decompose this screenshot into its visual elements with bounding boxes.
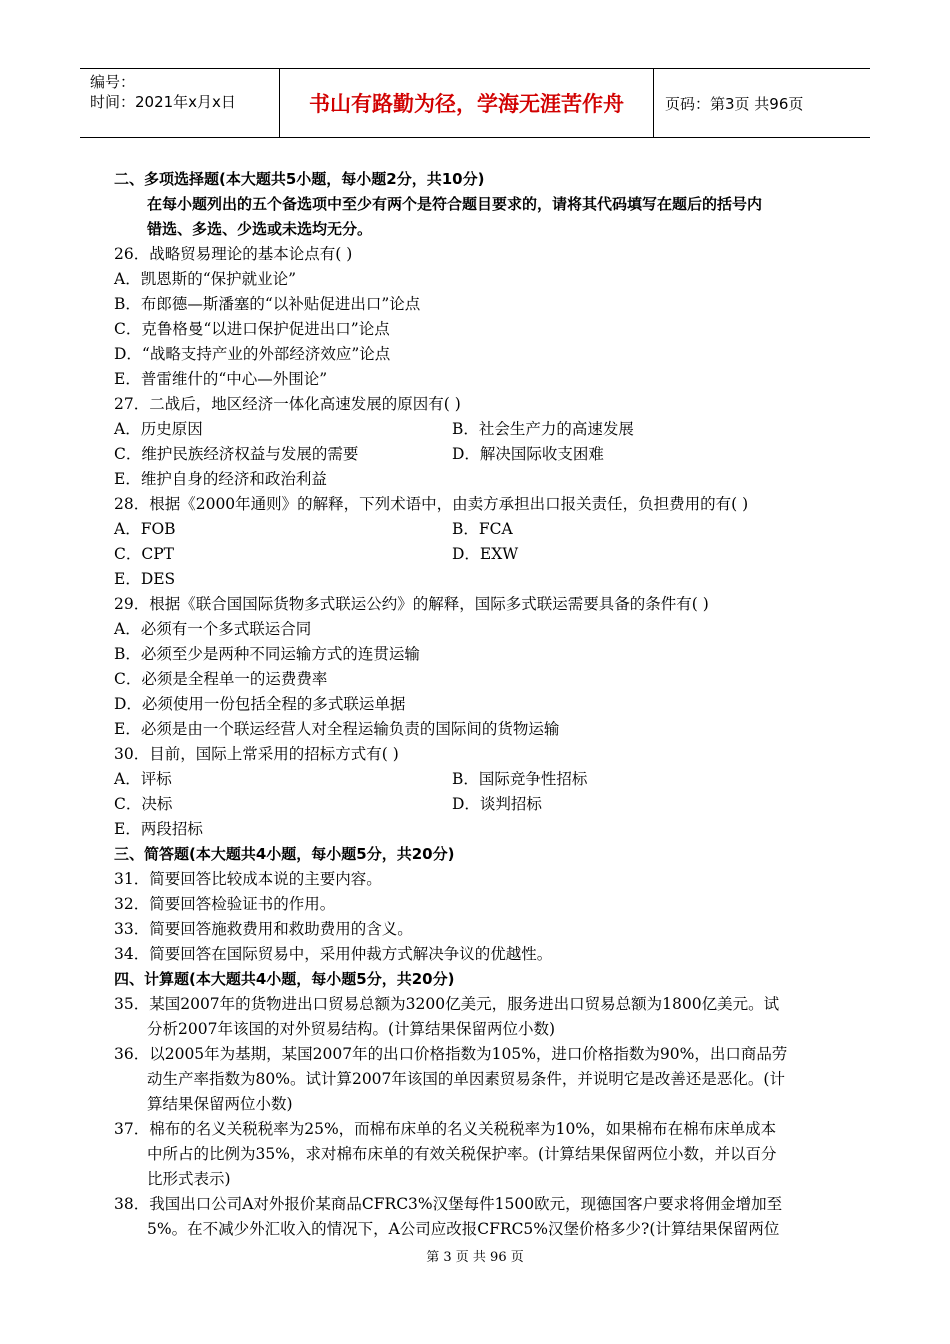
line-text: 37．棉布的名义关税税率为25%，而棉布床单的名义关税税率为10%，如果棉布在棉布床单成本 — [114, 1120, 777, 1138]
line-text: C．决标 — [114, 795, 173, 813]
line-option-right: D．谈判招标 — [452, 795, 542, 813]
text-line — [114, 392, 842, 417]
line-option-right: D．解决国际收支困难 — [452, 445, 604, 463]
line-text: 30．目前，国际上常采用的招标方式有( ) — [114, 745, 399, 763]
line-text: A．FOB — [114, 520, 176, 538]
text-line — [114, 417, 842, 442]
page-info: 页码：第3页 共96页 — [665, 94, 804, 113]
time-label: 时间：2021年x月x日 — [90, 93, 236, 111]
number-label: 编号： — [90, 73, 136, 91]
line-text: E．DES — [114, 570, 176, 588]
line-text: A．评标 — [114, 770, 172, 788]
line-text: 26．战略贸易理论的基本论点有( ) — [114, 245, 353, 263]
line-option-right: B．国际竞争性招标 — [452, 770, 588, 788]
line-option-right: D．EXW — [452, 545, 519, 563]
text-line — [114, 367, 842, 392]
line-text: 四、计算题(本大题共4小题，每小题5分，共20分) — [114, 970, 455, 988]
text-line — [114, 642, 842, 667]
line-text: 中所占的比例为35%，求对棉布床单的有效关税保护率。(计算结果保留两位小数，并以百分 — [147, 1145, 777, 1163]
line-text: 算结果保留两位小数) — [147, 1095, 293, 1113]
line-text: 31．简要回答比较成本说的主要内容。 — [114, 870, 382, 888]
line-text: E．普雷维什的“中心—外围论” — [114, 370, 328, 388]
line-text: 28．根据《2000年通则》的解释，下列术语中，由卖方承担出口报关责任，负担费用的有( ) — [114, 495, 749, 513]
line-option-right: B．FCA — [452, 520, 513, 538]
text-line — [114, 617, 842, 642]
line-text: B．必须至少是两种不同运输方式的连贯运输 — [114, 645, 420, 663]
line-text: 33．简要回答施救费用和救助费用的含义。 — [114, 920, 413, 938]
line-text: 35．某国2007年的货物进出口贸易总额为3200亿美元，服务进出口贸易总额为1800亿美元。试 — [114, 995, 780, 1013]
text-line — [114, 767, 842, 792]
text-line — [114, 692, 842, 717]
page-footer: 第 3 页 共 96 页 — [426, 1250, 524, 1265]
line-text: 5%。在不减少外汇收入的情况下，A公司应改报CFRC5%汉堡价格多少?(计算结果保留两位 — [147, 1220, 780, 1238]
text-line — [114, 792, 842, 817]
line-text: C．必须是全程单一的运费费率 — [114, 670, 328, 688]
text-line — [114, 1117, 842, 1142]
line-text: 38．我国出口公司A对外报价某商品CFRC3%汉堡每件1500欧元，现德国客户要求将佣金增加至 — [114, 1195, 783, 1213]
text-line — [114, 542, 842, 567]
text-line — [114, 717, 842, 742]
line-text: C．CPT — [114, 545, 174, 563]
motto: 书山有路勤为径，学海无涯苦作舟 — [280, 69, 654, 137]
text-line — [114, 317, 842, 342]
line-text: 34．简要回答在国际贸易中，采用仲裁方式解决争议的优越性。 — [114, 945, 553, 963]
text-line — [114, 1167, 842, 1192]
line-text: B．布郎德—斯潘塞的“以补贴促进出口”论点 — [114, 295, 421, 313]
line-text: 在每小题列出的五个备选项中至少有两个是符合题目要求的，请将其代码填写在题后的括号内 — [147, 195, 763, 213]
text-line — [114, 342, 842, 367]
text-line — [114, 1142, 842, 1167]
line-text: A．必须有一个多式联运合同 — [114, 620, 312, 638]
section-heading-line — [114, 167, 842, 192]
text-line — [114, 1092, 842, 1117]
line-text: 分析2007年该国的对外贸易结构。(计算结果保留两位小数) — [147, 1020, 556, 1038]
line-text: E．必须是由一个联运经营人对全程运输负责的国际间的货物运输 — [114, 720, 560, 738]
line-text: 27．二战后，地区经济一体化高速发展的原因有( ) — [114, 395, 461, 413]
text-line — [114, 442, 842, 467]
line-text: C．克鲁格曼“以进口保护促进出口”论点 — [114, 320, 390, 338]
text-line — [114, 517, 842, 542]
line-text: 动生产率指数为80%。试计算2007年该国的单因素贸易条件，并说明它是改善还是恶化。(计 — [147, 1070, 785, 1088]
text-line — [114, 917, 842, 942]
header-left-cell — [80, 69, 280, 137]
line-option-right: B．社会生产力的高速发展 — [452, 420, 634, 438]
line-text: C．维护民族经济权益与发展的需要 — [114, 445, 359, 463]
line-text: 36．以2005年为基期，某国2007年的出口价格指数为105%，进口价格指数为90%，出口商品劳 — [114, 1045, 788, 1063]
text-line — [114, 1017, 842, 1042]
line-text: 29．根据《联合国国际货物多式联运公约》的解释，国际多式联运需要具备的条件有( ) — [114, 595, 709, 613]
line-text: 错选、多选、少选或未选均无分。 — [147, 220, 373, 238]
text-line — [114, 492, 842, 517]
section-heading-line — [114, 192, 842, 217]
line-text: 三、简答题(本大题共4小题，每小题5分，共20分) — [114, 845, 455, 863]
line-text: E．维护自身的经济和政治利益 — [114, 470, 327, 488]
line-text: D．必须使用一份包括全程的多式联运单据 — [114, 695, 406, 713]
document-body — [114, 167, 842, 1242]
line-text: 32．简要回答检验证书的作用。 — [114, 895, 336, 913]
text-line — [114, 942, 842, 967]
text-line — [114, 567, 842, 592]
line-text: A．历史原因 — [114, 420, 203, 438]
line-text: D．“战略支持产业的外部经济效应”论点 — [114, 345, 391, 363]
text-line — [114, 817, 842, 842]
text-line — [114, 242, 842, 267]
section-heading-line — [114, 967, 842, 992]
line-text: A．凯恩斯的“保护就业论” — [114, 270, 297, 288]
text-line — [114, 667, 842, 692]
line-text: E．两段招标 — [114, 820, 203, 838]
text-line — [114, 1217, 842, 1242]
section-heading-line — [114, 842, 842, 867]
text-line — [114, 1042, 842, 1067]
line-text: 比形式表示) — [147, 1170, 231, 1188]
text-line — [114, 742, 842, 767]
line-text: 二、多项选择题(本大题共5小题，每小题2分，共10分) — [114, 170, 485, 188]
text-line — [114, 292, 842, 317]
text-line — [114, 867, 842, 892]
text-line — [114, 1067, 842, 1092]
text-line — [114, 892, 842, 917]
page-header — [80, 68, 870, 138]
text-line — [114, 1192, 842, 1217]
text-line — [114, 992, 842, 1017]
section-heading-line — [114, 217, 842, 242]
text-line — [114, 467, 842, 492]
text-line — [114, 592, 842, 617]
text-line — [114, 267, 842, 292]
